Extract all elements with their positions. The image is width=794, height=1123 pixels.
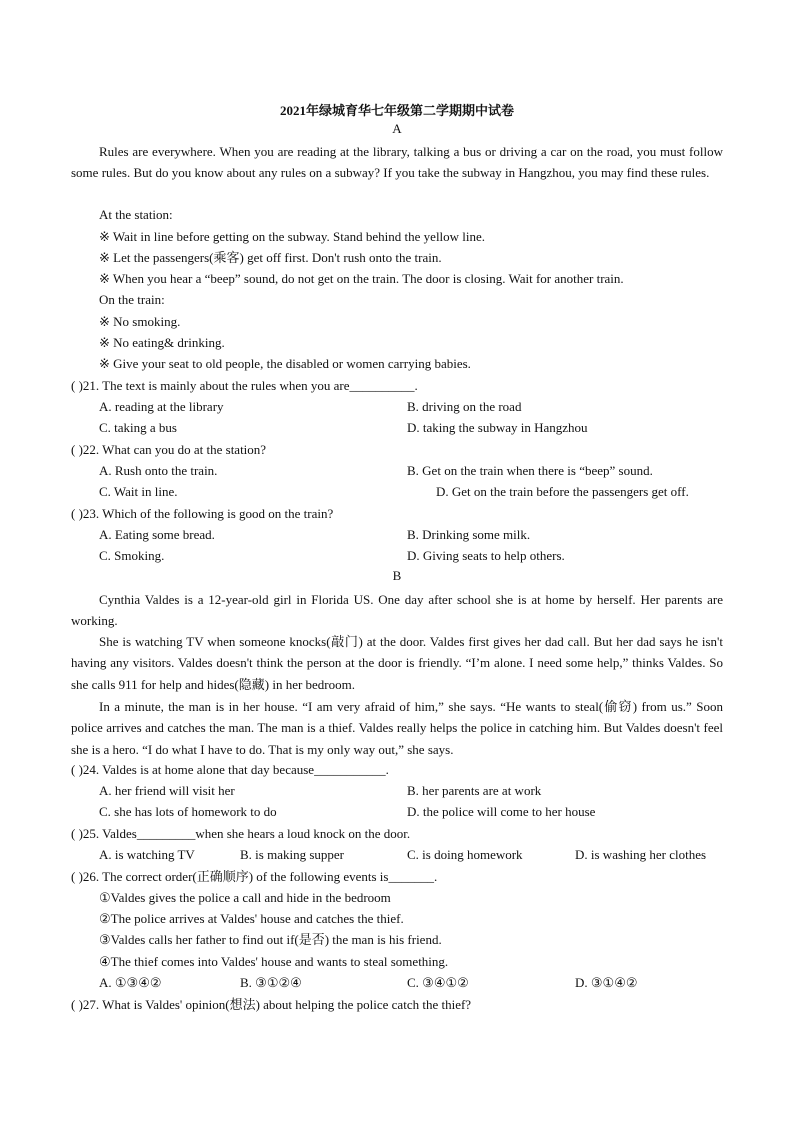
section-b-paragraph-2: She is watching TV when someone knocks(敲门) at the door. Valdes first gives her dad call. But her dad says he isn't having any visitors. Valdes doesn't think the person at the door is friendly. “I’m alone. I need some help,” thinks Valdes. So she calls 911 for help and hides(隐藏) in her bedroom. — [71, 634, 723, 692]
section-b-label: B — [392, 568, 402, 583]
question-23-stem: ( )23. Which of the following is good on the train? — [71, 506, 334, 521]
question-26-option-b: B. ③①②④ — [240, 975, 302, 990]
question-26-stem: ( )26. The correct order(正确顺序) of the following events is_______. — [71, 869, 438, 884]
question-24-option-d: D. the police will come to her house — [407, 804, 596, 819]
question-21-stem: ( )21. The text is mainly about the rules when you are__________. — [71, 378, 418, 393]
station-rule: ※ Let the passengers(乘客) get off first. Don't rush onto the train. — [99, 250, 442, 265]
question-26-event: ③Valdes calls her father to find out if(是否) the man is his friend. — [99, 932, 442, 947]
question-26-option-a: A. ①③④② — [99, 975, 162, 990]
station-heading: At the station: — [99, 207, 173, 222]
question-26-option-d: D. ③①④② — [575, 975, 638, 990]
question-21-option-b: B. driving on the road — [407, 399, 522, 414]
exam-title: 2021年绿城育华七年级第二学期期中试卷 — [279, 103, 514, 118]
train-rule: ※ Give your seat to old people, the disabled or women carrying babies. — [99, 356, 471, 371]
question-21-option-c: C. taking a bus — [99, 420, 177, 435]
question-23-option-d: D. Giving seats to help others. — [407, 548, 565, 563]
question-21-option-d: D. taking the subway in Hangzhou — [407, 420, 588, 435]
train-heading: On the train: — [99, 292, 165, 307]
question-27-stem: ( )27. What is Valdes' opinion(想法) about helping the police catch the thief? — [71, 997, 472, 1012]
question-23-option-c: C. Smoking. — [99, 548, 165, 563]
station-rule: ※ When you hear a “beep” sound, do not get on the train. The door is closing. Wait for another train. — [99, 271, 624, 286]
question-23-option-b: B. Drinking some milk. — [407, 527, 531, 542]
section-a-intro: Rules are everywhere. When you are reading at the library, talking a bus or driving a car on the road, you must follow some rules. But do you know about any rules on a subway? If you take the subway in Hangzhou, you may find these rules. — [71, 144, 723, 181]
question-26-event: ②The police arrives at Valdes' house and catches the thief. — [99, 911, 404, 926]
question-22-stem: ( )22. What can you do at the station? — [71, 442, 267, 457]
question-22-option-a: A. Rush onto the train. — [99, 463, 218, 478]
question-22-option-c: C. Wait in line. — [99, 484, 178, 499]
question-23-option-a: A. Eating some bread. — [99, 527, 215, 542]
question-26-event: ④The thief comes into Valdes' house and wants to steal something. — [99, 954, 449, 969]
question-25-stem: ( )25. Valdes_________when she hears a loud knock on the door. — [71, 826, 411, 841]
question-26-option-c: C. ③④①② — [407, 975, 469, 990]
question-22-option-b: B. Get on the train when there is “beep” sound. — [407, 463, 653, 478]
question-22-option-d: D. Get on the train before the passengers get off. — [436, 484, 689, 499]
question-26-event: ①Valdes gives the police a call and hide in the bedroom — [99, 890, 391, 905]
train-rule: ※ No eating& drinking. — [99, 335, 225, 350]
question-24-option-b: B. her parents are at work — [407, 783, 542, 798]
station-rule: ※ Wait in line before getting on the subway. Stand behind the yellow line. — [99, 229, 486, 244]
section-b-paragraph-3: In a minute, the man is in her house. “I am very afraid of him,” she says. “He wants to steal(偷窃) from us.” Soon police arrives and catches the man. The man is a thief. Valdes really helps the police in catching him. But Valdes doesn't feel she is a hero. “I do what I have to do. That is my only way out,” she says. — [71, 699, 723, 757]
question-25-option-c: C. is doing homework — [407, 847, 523, 862]
question-25-option-a: A. is watching TV — [99, 847, 195, 862]
question-24-option-c: C. she has lots of homework to do — [99, 804, 277, 819]
section-a-label: A — [392, 121, 402, 136]
section-b-paragraph-1: Cynthia Valdes is a 12-year-old girl in Florida US. One day after school she is at home by herself. Her parents are working. — [71, 592, 723, 629]
question-21-option-a: A. reading at the library — [99, 399, 224, 414]
train-rule: ※ No smoking. — [99, 314, 181, 329]
question-24-stem: ( )24. Valdes is at home alone that day because___________. — [71, 762, 389, 777]
question-24-option-a: A. her friend will visit her — [99, 783, 235, 798]
question-25-option-d: D. is washing her clothes — [575, 847, 707, 862]
question-25-option-b: B. is making supper — [240, 847, 344, 862]
